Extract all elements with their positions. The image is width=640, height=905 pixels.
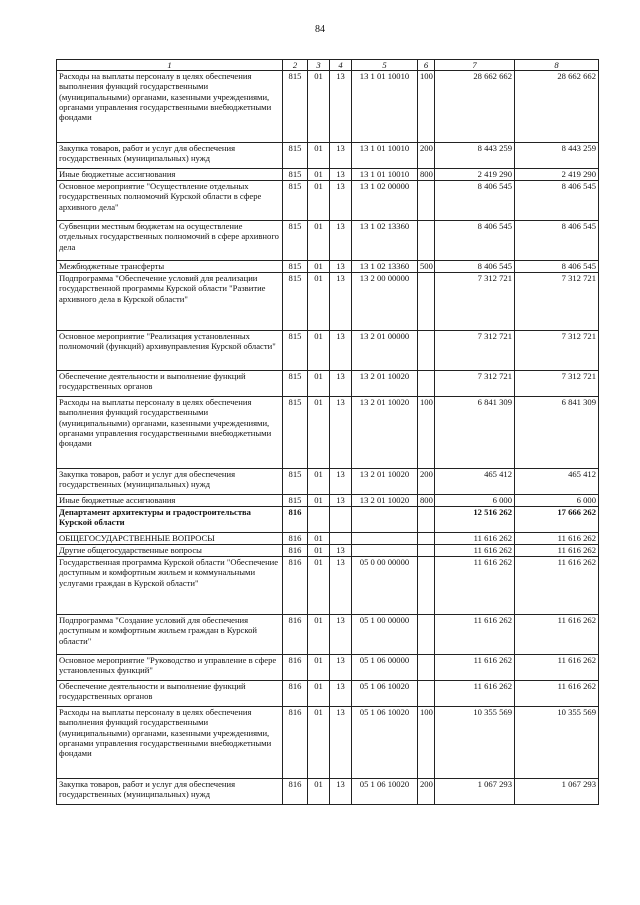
amount-year2-cell: 11 616 262 (515, 655, 599, 681)
row-name-cell: Подпрограмма "Создание условий для обеспечения доступным и комфортным жильем граждан в Курской области" (57, 615, 283, 655)
subsection-code-cell: 13 (330, 397, 352, 469)
section-code-cell: 01 (308, 261, 330, 273)
amount-year1-cell: 11 616 262 (435, 655, 515, 681)
expense-type-cell (418, 181, 435, 221)
amount-year2-cell: 2 419 290 (515, 169, 599, 181)
table-row (57, 655, 599, 681)
amount-year2-cell: 11 616 262 (515, 557, 599, 615)
subsection-code-cell: 13 (330, 707, 352, 779)
grbs-code-cell: 815 (283, 371, 308, 397)
amount-year2-cell: 465 412 (515, 469, 599, 495)
column-header: 5 (352, 60, 418, 71)
expense-type-cell: 200 (418, 779, 435, 805)
grbs-code-cell: 815 (283, 181, 308, 221)
column-header: 6 (418, 60, 435, 71)
column-header: 3 (308, 60, 330, 71)
amount-year1-cell: 2 419 290 (435, 169, 515, 181)
row-name-cell: Основное мероприятие "Реализация установленных полномочий (функций) архивуправления Курской области" (57, 331, 283, 371)
section-code-cell: 01 (308, 273, 330, 331)
table-row (57, 545, 599, 557)
amount-year2-cell: 8 443 259 (515, 143, 599, 169)
table-row (57, 71, 599, 143)
target-article-cell: 13 1 01 10010 (352, 71, 418, 143)
amount-year2-cell: 8 406 545 (515, 261, 599, 273)
subsection-code-cell: 13 (330, 169, 352, 181)
row-name-cell: Иные бюджетные ассигнования (57, 495, 283, 507)
grbs-code-cell: 816 (283, 681, 308, 707)
expense-type-cell (418, 273, 435, 331)
row-name-cell: Основное мероприятие "Руководство и управление в сфере установленных функций" (57, 655, 283, 681)
subsection-code-cell (330, 507, 352, 533)
subsection-code-cell: 13 (330, 779, 352, 805)
row-name-cell: Другие общегосударственные вопросы (57, 545, 283, 557)
amount-year2-cell: 11 616 262 (515, 681, 599, 707)
amount-year2-cell: 8 406 545 (515, 181, 599, 221)
table-row (57, 779, 599, 805)
section-code-cell: 01 (308, 545, 330, 557)
amount-year1-cell: 7 312 721 (435, 331, 515, 371)
row-name-cell: Государственная программа Курской области "Обеспечение доступным и комфортным жильем и коммунальными услугами граждан в Курской области" (57, 557, 283, 615)
expense-type-cell: 500 (418, 261, 435, 273)
grbs-code-cell: 815 (283, 495, 308, 507)
amount-year1-cell: 8 443 259 (435, 143, 515, 169)
table-row (57, 143, 599, 169)
row-name-cell: ОБЩЕГОСУДАРСТВЕННЫЕ ВОПРОСЫ (57, 533, 283, 545)
grbs-code-cell: 815 (283, 221, 308, 261)
amount-year1-cell: 8 406 545 (435, 221, 515, 261)
grbs-code-cell: 816 (283, 557, 308, 615)
row-name-cell: Расходы на выплаты персоналу в целях обеспечения выполнения функций государственными (муниципальными) органами, казенными учреждениями, органами управления государственными внебюджетными фондами (57, 71, 283, 143)
subsection-code-cell: 13 (330, 371, 352, 397)
subsection-code-cell: 13 (330, 143, 352, 169)
grbs-code-cell: 816 (283, 707, 308, 779)
subsection-code-cell: 13 (330, 557, 352, 615)
row-name-cell: Обеспечение деятельности и выполнение функций государственных органов (57, 371, 283, 397)
section-code-cell: 01 (308, 557, 330, 615)
table-row (57, 533, 599, 545)
target-article-cell: 05 1 06 10020 (352, 779, 418, 805)
target-article-cell: 13 2 00 00000 (352, 273, 418, 331)
amount-year1-cell: 11 616 262 (435, 533, 515, 545)
target-article-cell: 05 1 06 10020 (352, 707, 418, 779)
subsection-code-cell: 13 (330, 615, 352, 655)
grbs-code-cell: 815 (283, 169, 308, 181)
table-row (57, 169, 599, 181)
column-header: 4 (330, 60, 352, 71)
amount-year2-cell: 8 406 545 (515, 221, 599, 261)
target-article-cell (352, 533, 418, 545)
column-header: 8 (515, 60, 599, 71)
target-article-cell: 13 1 01 10010 (352, 169, 418, 181)
expense-type-cell: 800 (418, 495, 435, 507)
grbs-code-cell: 816 (283, 545, 308, 557)
column-header-row (57, 60, 599, 71)
table-row (57, 181, 599, 221)
section-code-cell: 01 (308, 169, 330, 181)
section-code-cell: 01 (308, 707, 330, 779)
grbs-code-cell: 816 (283, 533, 308, 545)
expense-type-cell (418, 681, 435, 707)
table-row (57, 707, 599, 779)
target-article-cell: 05 1 06 10020 (352, 681, 418, 707)
expense-type-cell (418, 545, 435, 557)
section-code-cell (308, 507, 330, 533)
amount-year2-cell: 11 616 262 (515, 545, 599, 557)
section-code-cell: 01 (308, 221, 330, 261)
amount-year1-cell: 12 516 262 (435, 507, 515, 533)
section-code-cell: 01 (308, 469, 330, 495)
expense-type-cell: 800 (418, 169, 435, 181)
table-row (57, 557, 599, 615)
amount-year1-cell: 7 312 721 (435, 273, 515, 331)
grbs-code-cell: 815 (283, 261, 308, 273)
target-article-cell: 05 1 06 00000 (352, 655, 418, 681)
table-row (57, 615, 599, 655)
row-name-cell: Закупка товаров, работ и услуг для обеспечения государственных (муниципальных) нужд (57, 469, 283, 495)
table-row (57, 397, 599, 469)
expense-type-cell (418, 533, 435, 545)
target-article-cell: 13 2 01 10020 (352, 397, 418, 469)
section-code-cell: 01 (308, 397, 330, 469)
amount-year1-cell: 11 616 262 (435, 681, 515, 707)
grbs-code-cell: 815 (283, 71, 308, 143)
amount-year2-cell: 28 662 662 (515, 71, 599, 143)
row-name-cell: Подпрограмма "Обеспечение условий для реализации государственной программы Курской области "Развитие архивного дела в Курской области" (57, 273, 283, 331)
row-name-cell: Основное мероприятие "Осуществление отдельных государственных полномочий Курской области в сфере архивного дела" (57, 181, 283, 221)
grbs-code-cell: 815 (283, 469, 308, 495)
amount-year1-cell: 10 355 569 (435, 707, 515, 779)
expense-type-cell (418, 655, 435, 681)
row-name-cell: Закупка товаров, работ и услуг для обеспечения государственных (муниципальных) нужд (57, 779, 283, 805)
section-code-cell: 01 (308, 615, 330, 655)
row-name-cell: Расходы на выплаты персоналу в целях обеспечения выполнения функций государственными (муниципальными) органами, казенными учреждениями, органами управления государственными внебюджетными фондами (57, 397, 283, 469)
amount-year1-cell: 11 616 262 (435, 557, 515, 615)
row-name-cell: Межбюджетные трансферты (57, 261, 283, 273)
table-row (57, 681, 599, 707)
target-article-cell: 05 0 00 00000 (352, 557, 418, 615)
budget-table (56, 59, 599, 805)
target-article-cell: 13 2 01 10020 (352, 495, 418, 507)
subsection-code-cell: 13 (330, 273, 352, 331)
subsection-code-cell: 13 (330, 261, 352, 273)
target-article-cell: 13 2 01 10020 (352, 469, 418, 495)
subsection-code-cell: 13 (330, 681, 352, 707)
grbs-code-cell: 816 (283, 615, 308, 655)
amount-year1-cell: 7 312 721 (435, 371, 515, 397)
table-row (57, 273, 599, 331)
amount-year1-cell: 28 662 662 (435, 71, 515, 143)
amount-year2-cell: 7 312 721 (515, 331, 599, 371)
target-article-cell: 13 2 01 00000 (352, 331, 418, 371)
expense-type-cell: 200 (418, 469, 435, 495)
expense-type-cell (418, 221, 435, 261)
table-row (57, 495, 599, 507)
amount-year1-cell: 8 406 545 (435, 181, 515, 221)
target-article-cell (352, 545, 418, 557)
row-name-cell: Расходы на выплаты персоналу в целях обеспечения выполнения функций государственными (муниципальными) органами, казенными учреждениями, органами управления государственными внебюджетными фондами (57, 707, 283, 779)
table-row (57, 507, 599, 533)
amount-year2-cell: 7 312 721 (515, 273, 599, 331)
section-code-cell: 01 (308, 533, 330, 545)
section-code-cell: 01 (308, 331, 330, 371)
row-name-cell: Субвенции местным бюджетам на осуществление отдельных государственных полномочий в сфере архивного дела (57, 221, 283, 261)
column-header: 1 (57, 60, 283, 71)
section-code-cell: 01 (308, 71, 330, 143)
grbs-code-cell: 816 (283, 779, 308, 805)
subsection-code-cell (330, 533, 352, 545)
expense-type-cell: 100 (418, 397, 435, 469)
page-number: 84 (315, 24, 325, 35)
subsection-code-cell: 13 (330, 221, 352, 261)
amount-year2-cell: 11 616 262 (515, 615, 599, 655)
amount-year2-cell: 7 312 721 (515, 371, 599, 397)
table-row (57, 331, 599, 371)
column-header: 2 (283, 60, 308, 71)
subsection-code-cell: 13 (330, 495, 352, 507)
row-name-cell: Обеспечение деятельности и выполнение функций государственных органов (57, 681, 283, 707)
subsection-code-cell: 13 (330, 181, 352, 221)
amount-year2-cell: 6 000 (515, 495, 599, 507)
amount-year2-cell: 1 067 293 (515, 779, 599, 805)
amount-year2-cell: 10 355 569 (515, 707, 599, 779)
table-row (57, 469, 599, 495)
grbs-code-cell: 815 (283, 397, 308, 469)
expense-type-cell: 100 (418, 707, 435, 779)
subsection-code-cell: 13 (330, 655, 352, 681)
row-name-cell: Закупка товаров, работ и услуг для обеспечения государственных (муниципальных) нужд (57, 143, 283, 169)
amount-year1-cell: 8 406 545 (435, 261, 515, 273)
grbs-code-cell: 815 (283, 331, 308, 371)
expense-type-cell (418, 557, 435, 615)
amount-year1-cell: 1 067 293 (435, 779, 515, 805)
amount-year1-cell: 11 616 262 (435, 615, 515, 655)
section-code-cell: 01 (308, 655, 330, 681)
subsection-code-cell: 13 (330, 545, 352, 557)
column-header: 7 (435, 60, 515, 71)
amount-year1-cell: 6 000 (435, 495, 515, 507)
subsection-code-cell: 13 (330, 331, 352, 371)
table-row (57, 221, 599, 261)
amount-year2-cell: 17 666 262 (515, 507, 599, 533)
expense-type-cell (418, 371, 435, 397)
target-article-cell: 13 1 02 00000 (352, 181, 418, 221)
subsection-code-cell: 13 (330, 469, 352, 495)
row-name-cell: Иные бюджетные ассигнования (57, 169, 283, 181)
target-article-cell: 13 1 02 13360 (352, 261, 418, 273)
section-code-cell: 01 (308, 681, 330, 707)
section-code-cell: 01 (308, 371, 330, 397)
row-name-cell: Департамент архитектуры и градостроительства Курской области (57, 507, 283, 533)
target-article-cell (352, 507, 418, 533)
section-code-cell: 01 (308, 495, 330, 507)
target-article-cell: 13 1 02 13360 (352, 221, 418, 261)
table-row (57, 261, 599, 273)
amount-year2-cell: 11 616 262 (515, 533, 599, 545)
grbs-code-cell: 816 (283, 507, 308, 533)
expense-type-cell (418, 507, 435, 533)
grbs-code-cell: 815 (283, 273, 308, 331)
target-article-cell: 13 1 01 10010 (352, 143, 418, 169)
amount-year2-cell: 6 841 309 (515, 397, 599, 469)
table-row (57, 371, 599, 397)
expense-type-cell (418, 615, 435, 655)
grbs-code-cell: 816 (283, 655, 308, 681)
section-code-cell: 01 (308, 181, 330, 221)
section-code-cell: 01 (308, 143, 330, 169)
target-article-cell: 05 1 00 00000 (352, 615, 418, 655)
expense-type-cell: 200 (418, 143, 435, 169)
target-article-cell: 13 2 01 10020 (352, 371, 418, 397)
expense-type-cell: 100 (418, 71, 435, 143)
amount-year1-cell: 11 616 262 (435, 545, 515, 557)
expense-type-cell (418, 331, 435, 371)
subsection-code-cell: 13 (330, 71, 352, 143)
grbs-code-cell: 815 (283, 143, 308, 169)
amount-year1-cell: 465 412 (435, 469, 515, 495)
section-code-cell: 01 (308, 779, 330, 805)
amount-year1-cell: 6 841 309 (435, 397, 515, 469)
